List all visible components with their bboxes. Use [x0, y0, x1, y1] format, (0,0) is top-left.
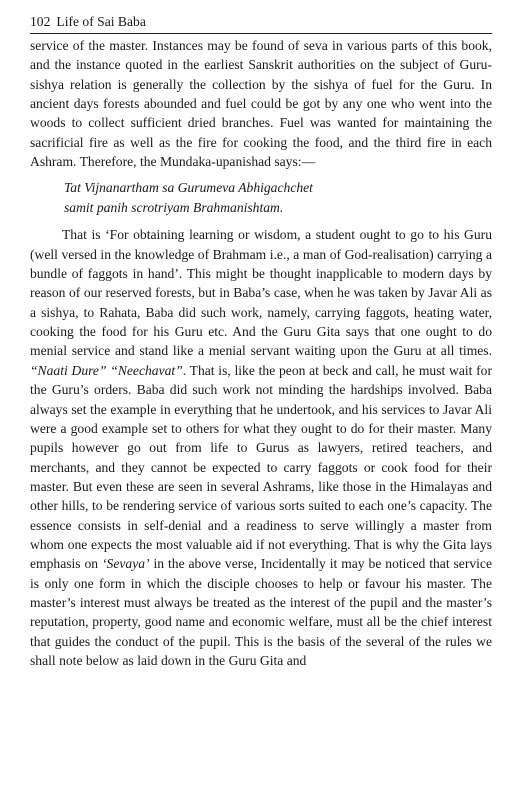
- sanskrit-verse: [64, 178, 492, 217]
- running-header: [30, 12, 492, 36]
- paragraph-1: service of the master. Instances may be found of seva in various parts of this book, and the instance quoted in the earliest Sanskrit authorities on the subject of Guru-sishya relation is generally the collection by the sishya of fuel for the Guru. In ancient days forests abounded and fuel could be got by any one who went into the woods to collect sufficient dried branches. Fuel was wanted for maintaining the sacrificial fire as well as the fire for cooking the food, and the third fire in each Ashram. Therefore, the Mundaka-upanishad says:—: [30, 38, 492, 170]
- verse-line-2: samit panih scrotriyam Brahmanishtam.: [64, 199, 284, 215]
- quote-sevaya: ‘Sevaya’: [102, 556, 150, 572]
- verse-line-1: Tat Vijnanartham sa Gurumeva Abhigachchet: [64, 180, 313, 196]
- paragraph-2-text-c: in the above verse, Incidentally it may be noticed that service is only one form in which the disciple chooses to help or favour his master. The master’s interest must always be treated as the interest of the pupil and the master’s reputation, property, good name and economic welfare, must all be the chief interest that guides the conduct of the pupil. This is the basis of the several of the rules we shall note below as laid down in the Guru Gita and: [30, 556, 493, 668]
- page-number: 102: [30, 14, 51, 29]
- header-rule: [30, 33, 492, 34]
- paragraph-2-text-a: That is ‘For obtaining learning or wisdom, a student ought to go to his Guru (well versed in the knowledge of Brahmam i.e., a man of God-realisation) carrying a bundle of faggots in hand’. This might be thought inapplicable to modern days by reason of our reserved forests, but in Baba’s case, when he was taken by Javar Ali as a sishya, to Rahata, Baba did such work, namely, carrying faggots, heating water, cooking the food for his Guru etc. And the Guru Gita says that one ought to do menial service and stand like a menial servant waiting upon the Guru at all times.: [30, 227, 492, 359]
- book-page: [30, 12, 492, 670]
- paragraph-2: [30, 225, 492, 670]
- book-title: Life of Sai Baba: [56, 14, 146, 29]
- paragraph-2-text-b: . That is, like the peon at beck and call, he must wait for the Guru’s orders. Baba did such work not minding the hardships involved. Baba always set the example in everything that he undertook, and his services to Javar Ali were a good example set to others for what they ought to do for their master. Many pupils however go out from life to Gurus as lawyers, retired teachers, and merchants, and they cannot be expected to carry faggots or cook food for their master. But even these are seen in several Ashrams, like those in the Himalayas and other hills, to be rendering service of various sorts suited to each one’s capacity. The essence consists in self-denial and a readiness to serve willingly a master from whom one expects the most valuable aid if not everything. That is why the Gita lays emphasis on: [30, 362, 492, 572]
- quote-naati-dure: “Naati Dure” “Neechavat”: [30, 362, 183, 378]
